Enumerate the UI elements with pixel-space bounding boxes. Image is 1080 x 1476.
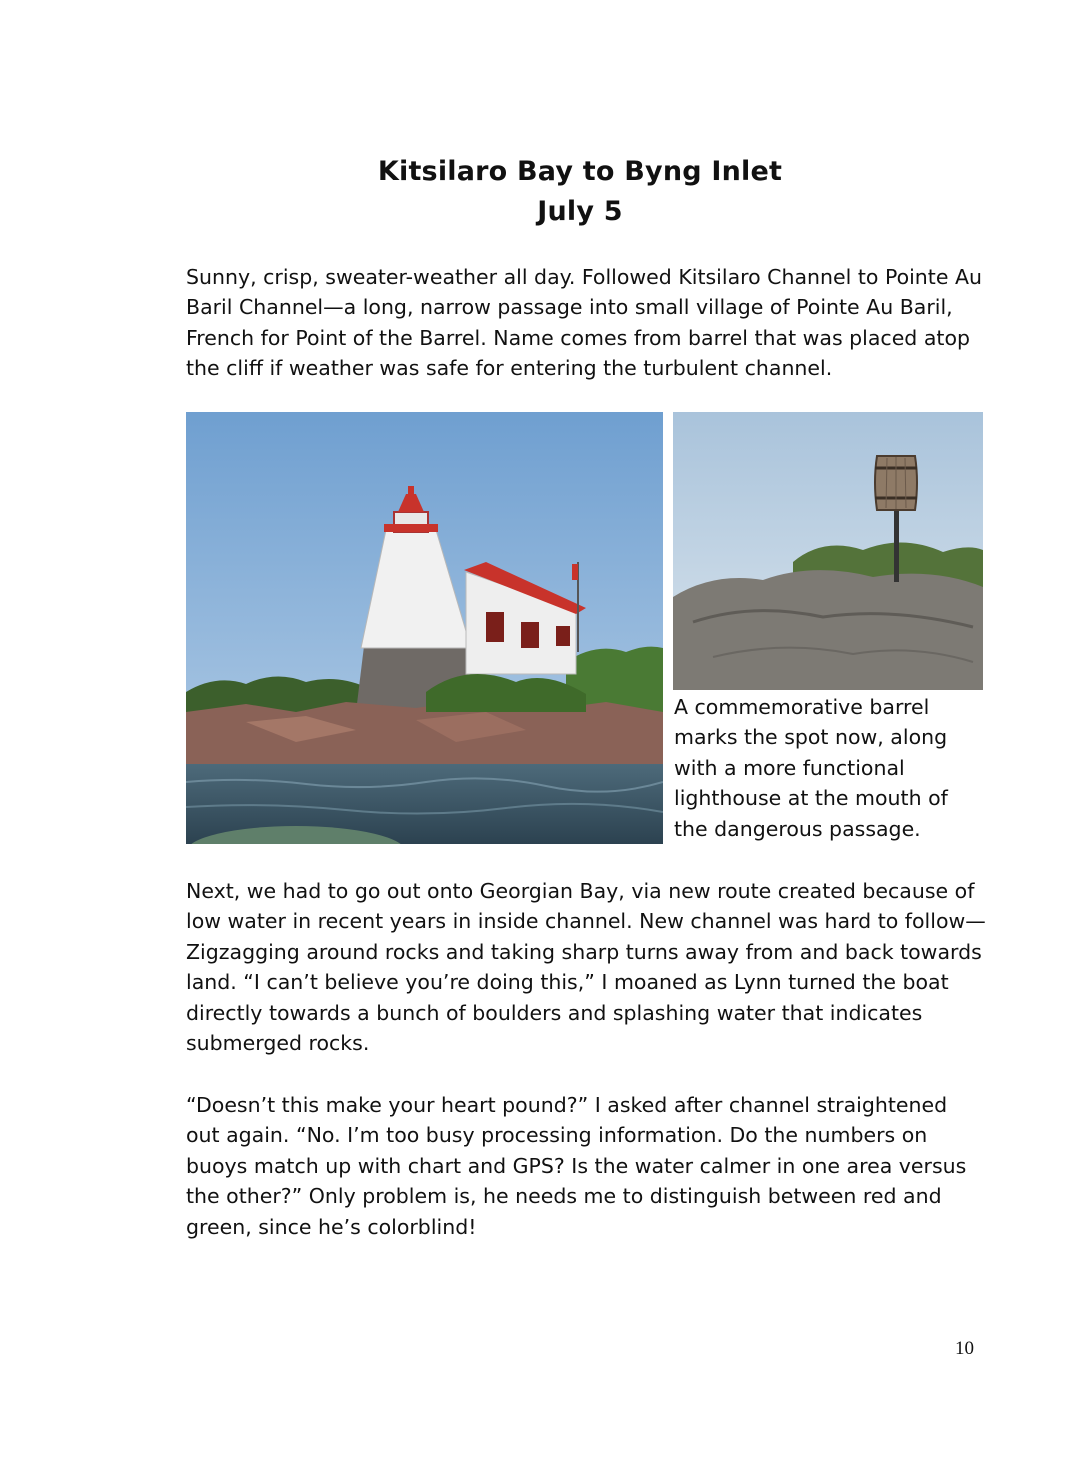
title-line-date: July 5 (537, 196, 623, 227)
photo-caption: A commemorative barrel marks the spot now, along with a more functional lighthouse at the mouth of the dangerous passage. (674, 695, 948, 841)
paragraph-intro: Sunny, crisp, sweater-weather all day. Followed Kitsilaro Channel to Pointe Au Baril Channel—a long, narrow passage into small village of Pointe Au Baril, French for Point of the Barrel. Name comes from barrel that was placed atop the cliff if weather was safe for entering the turbulent channel. (186, 265, 982, 381)
paragraph-georgian-bay: Next, we had to go out onto Georgian Bay, via new route created because of low water in recent years in inside channel. New channel was hard to follow—Zigzagging around rocks and taking sharp turns away from and back towards land. “I can’t believe you’re doing this,” I moaned as Lynn turned the boat directly towards a bunch of boulders and splashing water that indicates submerged rocks. (186, 879, 986, 1056)
barrel-photo (673, 412, 983, 690)
paragraph-heart-pound: “Doesn’t this make your heart pound?” I asked after channel straightened out again. “No. I’m too busy processing information. Do the numbers on buoys match up with chart and GPS? Is the water calmer in one area versus the other?” Only problem is, he needs me to distinguish between red and green, since he’s colorblind! (186, 1093, 967, 1239)
page-number: 10 (955, 1338, 974, 1359)
lighthouse-photo (186, 412, 663, 844)
title-line-route: Kitsilaro Bay to Byng Inlet (377, 156, 783, 187)
page-title (0, 152, 1080, 232)
